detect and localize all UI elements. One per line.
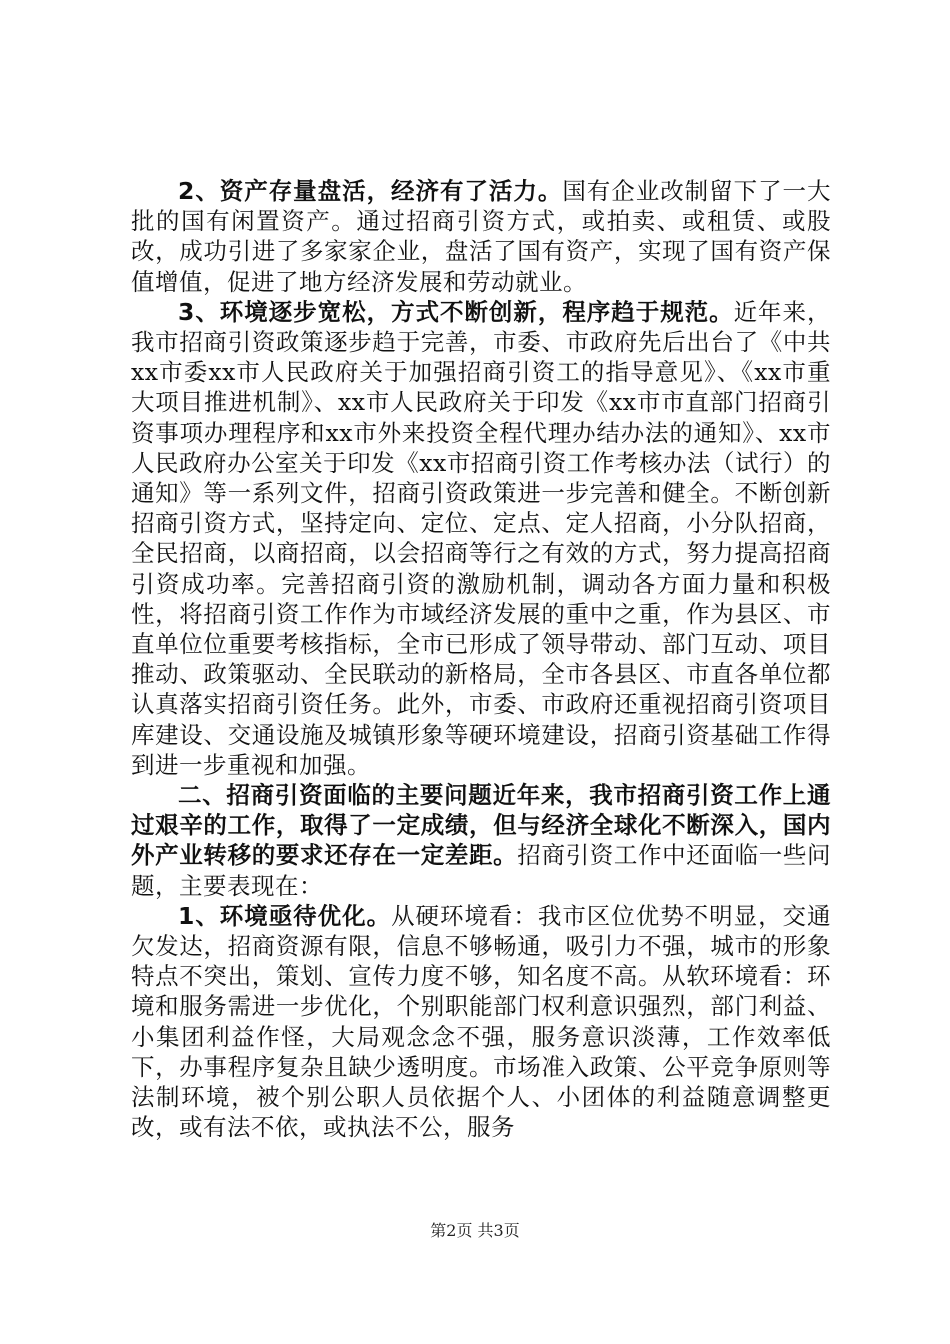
- paragraph-environment-optimization: [131, 901, 831, 1143]
- paragraph-text: 近年来，我市招商引资政策逐步趋于完善，市委、市政府先后出台了《中共xx市委xx市人民政府关于加强招商引资工的指导意见》、《xx市重大项目推进机制》、xx市人民政府关于印发《xx市市直部门招商引资事项办理程序和xx市外来投资全程代理办结办法的通知》、xx市人民政府办公室关于印发《xx市招商引资工作考核办法（试行）的通知》等一系列文件，招商引资政策进一步完善和健全。不断创新招商引资方式，坚持定向、定位、定点、定人招商，小分队招商，全民招商，以商招商，以会招商等行之有效的方式，努力提高招商引资成功率。完善招商引资的激励机制，调动各方面力量和积极性，将招商引资工作作为市域经济发展的重中之重，作为县区、市直单位位重要考核指标，全市已形成了领导带动、部门互动、项目推动、政策驱动、全民联动的新格局，全市各县区、市直各单位都认真落实招商引资任务。此外，市委、市政府还重视招商引资项目库建设、交通设施及城镇形象等硬环境建设，招商引资基础工作得到进一步重视和加强。: [131, 297, 831, 779]
- paragraph-text: 从硬环境看：我市区位优势不明显，交通欠发达，招商资源有限，信息不够畅通，吸引力不强，城市的形象特点不突出，策划、宣传力度不够，知名度不高。从软环境看：环境和服务需进一步优化，个别职能部门权利意识强烈，部门利益、小集团利益作怪，大局观念念不强，服务意识淡薄，工作效率低下，办事程序复杂且缺少透明度。市场准入政策、公平竞争原则等法制环境，被个别公职人员依据个人、小团体的利益随意调整更改，或有法不依，或执法不公，服务: [131, 901, 832, 1142]
- paragraph-environment-policy: [131, 297, 831, 780]
- paragraph-heading: 2、资产存量盘活，经济有了活力。: [178, 177, 563, 205]
- page-number-footer: 第2页 共3页: [430, 1221, 520, 1240]
- paragraph-heading: 3、环境逐步宽松，方式不断创新，程序趋于规范。: [178, 297, 734, 326]
- document-body: [131, 176, 831, 1143]
- paragraph-main-problems: [131, 780, 831, 901]
- paragraph-text: 招商引资工作中还面临一些问题，主要表现在：: [131, 841, 832, 900]
- section-heading: 二、招商引资面临的主要问题近年来，我市招商引资工作上通过艰辛的工作，取得了一定成绩，但与经济全球化不断深入，国内外产业转移的要求还存在一定差距。: [131, 781, 831, 870]
- paragraph-asset-revitalization: [131, 176, 831, 297]
- paragraph-heading: 1、环境亟待优化。: [178, 901, 392, 930]
- paragraph-text: 国有企业改制留下了一大批的国有闲置资产。通过招商引资方式，或拍卖、或租赁、或股改，成功引进了多家家企业，盘活了国有资产，实现了国有资产保值增值，促进了地方经济发展和劳动就业。: [131, 177, 831, 296]
